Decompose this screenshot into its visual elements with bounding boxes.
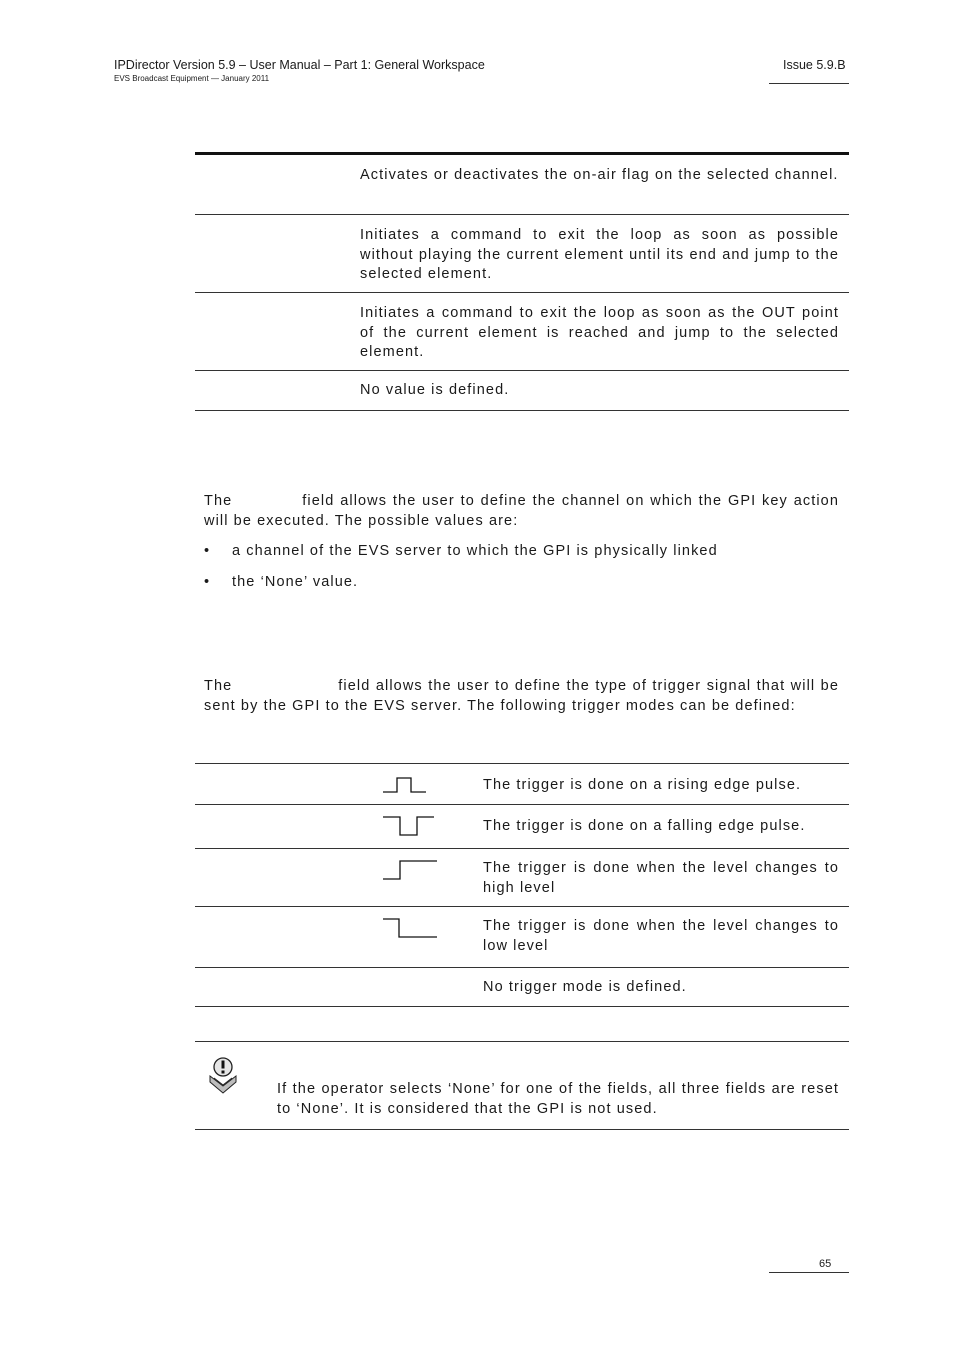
list-item: • the ‘None’ value. [204, 574, 359, 590]
channel-intro-rest: field allows the user to define the channel on which the GPI key action will be executed. The possible values are: [204, 493, 839, 529]
header-title: IPDirector Version 5.9 – User Manual – Part 1: General Workspace [114, 58, 485, 72]
table-row [195, 968, 849, 1007]
bullet-icon: • [204, 574, 211, 590]
page-number: 65 [819, 1258, 832, 1270]
bullet-icon: • [204, 543, 211, 559]
trigger-intro-start: The [204, 678, 233, 694]
level-low-icon [382, 917, 438, 939]
level-high-icon [382, 859, 438, 881]
row-description: Initiates a command to exit the loop as soon as possible without playing the current element until its end and jump to the selected element. [360, 227, 839, 282]
action-table [195, 152, 849, 411]
table-row [195, 805, 849, 849]
table-row [195, 215, 849, 293]
table-row [195, 907, 849, 968]
footer-rule [769, 1272, 849, 1273]
channel-intro [204, 492, 839, 531]
row-description: Initiates a command to exit the loop as soon as the OUT point of the current element is reached and jump to the selected element. [360, 305, 839, 360]
header-rule [769, 83, 849, 84]
table-row [195, 764, 849, 805]
trigger-table [195, 763, 849, 1007]
row-description: The trigger is done when the level changes to high level [483, 860, 839, 896]
row-description: No trigger mode is defined. [483, 979, 687, 995]
rising-edge-pulse-icon [382, 776, 428, 794]
list-item: • a channel of the EVS server to which the GPI is physically linked [204, 543, 718, 559]
channel-intro-start: The [204, 493, 233, 509]
warning-note-icon [207, 1056, 239, 1096]
row-description: The trigger is done on a rising edge pulse. [483, 777, 802, 793]
row-description: Activates or deactivates the on-air flag on the selected channel. [360, 167, 839, 183]
note-box [195, 1041, 849, 1130]
row-description: No value is defined. [360, 382, 510, 398]
table-row [195, 293, 849, 371]
row-description: The trigger is done when the level changes to low level [483, 918, 839, 954]
table-row [195, 155, 849, 215]
row-description: The trigger is done on a falling edge pulse. [483, 818, 806, 834]
header-issue: Issue 5.9.B [783, 58, 846, 72]
trigger-intro-rest: field allows the user to define the type of trigger signal that will be sent by the GPI to the EVS server. The following trigger modes can be defined: [204, 678, 839, 714]
trigger-intro [204, 677, 839, 716]
table-row [195, 371, 849, 411]
section-divider [195, 1006, 849, 1007]
header-subtitle: EVS Broadcast Equipment — January 2011 [114, 74, 270, 83]
falling-edge-pulse-icon [382, 815, 436, 837]
note-text: If the operator selects ‘None’ for one of the fields, all three fields are reset to ‘None’. It is considered that the GPI is not used. [277, 1081, 839, 1117]
table-row [195, 849, 849, 907]
